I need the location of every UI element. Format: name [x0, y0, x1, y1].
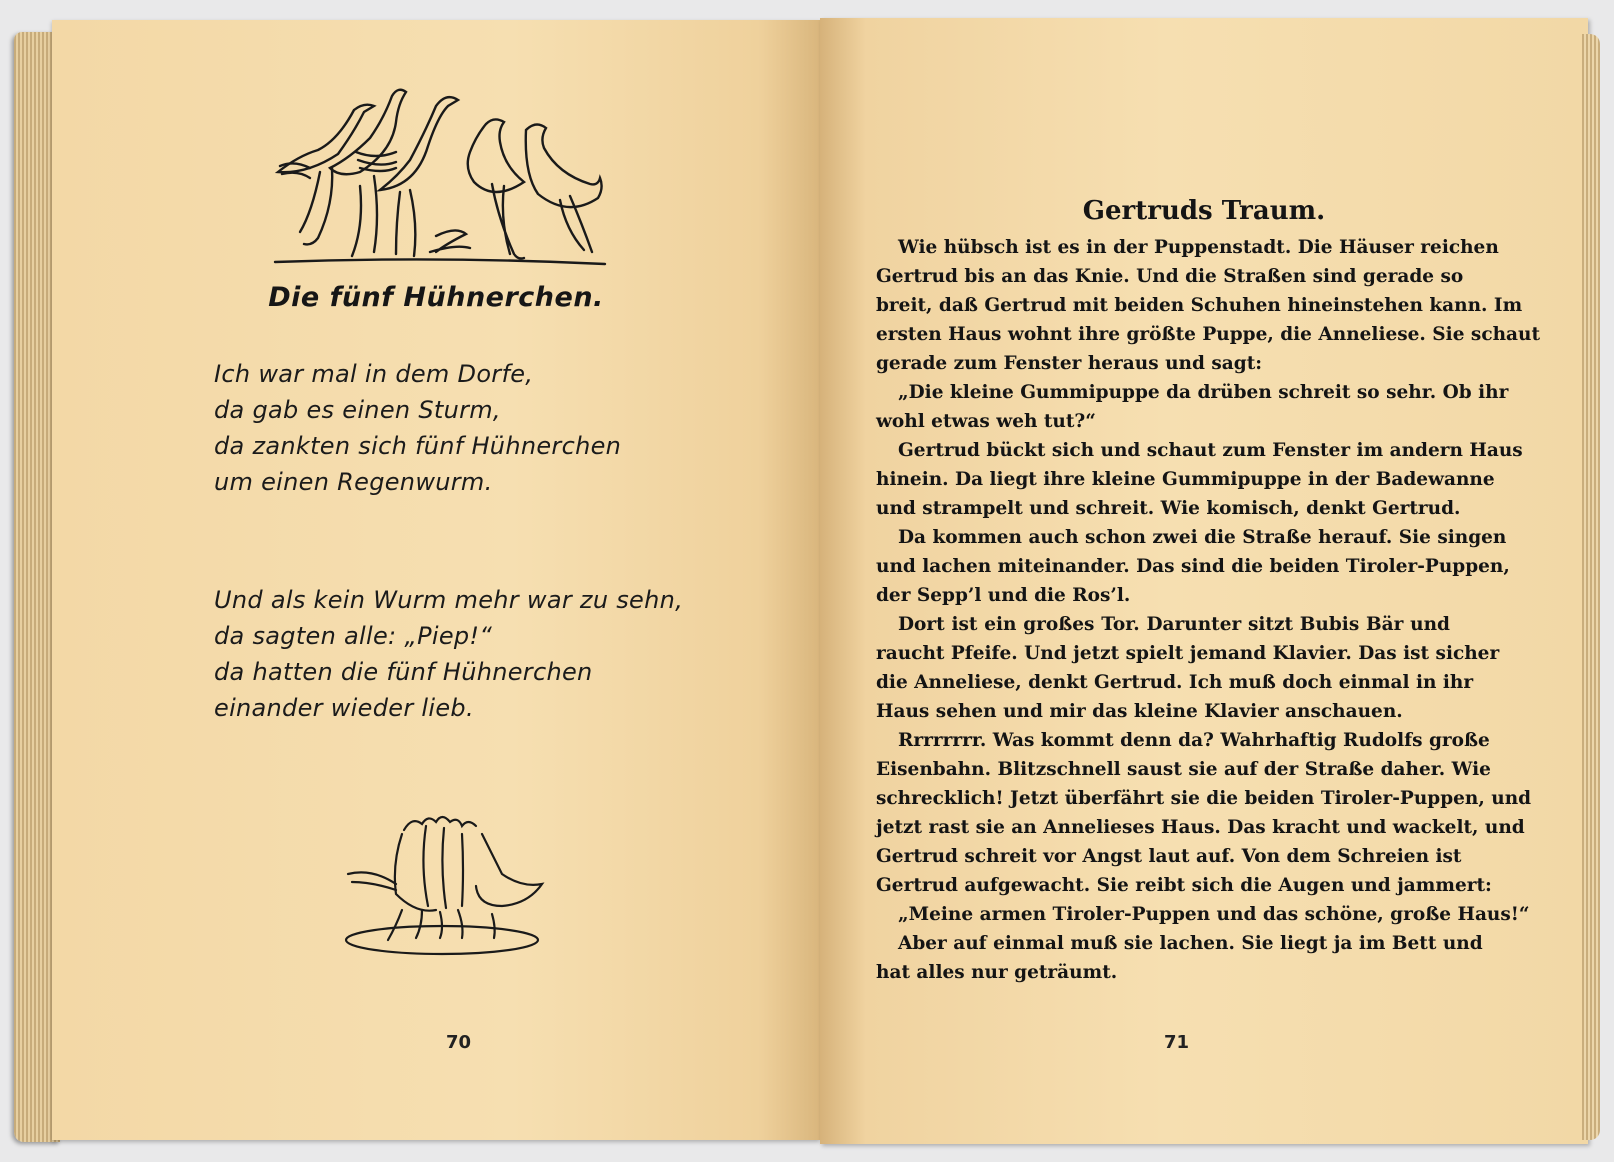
- story-line: „Die kleine Gummipuppe da drüben schreit so sehr. Ob ihr: [898, 382, 1509, 403]
- story-line: hat alles nur geträumt.: [876, 962, 1118, 983]
- poem-line: Und als kein Wurm mehr war zu sehn,: [214, 586, 684, 614]
- huddled-chickens-illustration: [342, 790, 552, 960]
- dancing-chickens-illustration: [260, 76, 620, 276]
- poem-title: Die fünf Hühnerchen.: [268, 282, 604, 313]
- story-line: Wie hübsch ist es in der Puppenstadt. Die Häuser reichen: [898, 237, 1499, 258]
- story-line: Gertrud bis an das Knie. Und die Straßen sind gerade so: [876, 266, 1464, 287]
- story-line: breit, daß Gertrud mit beiden Schuhen hineinstehen kann. Im: [876, 295, 1523, 316]
- story-line: gerade zum Fenster heraus und sagt:: [876, 353, 1263, 374]
- book-page-edges-right: [1582, 34, 1600, 1140]
- story-line: ersten Haus wohnt ihre größte Puppe, die Anneliese. Sie schaut: [876, 324, 1541, 345]
- poem-line: da hatten die fünf Hühnerchen: [214, 658, 593, 686]
- story-line: „Meine armen Tiroler-Puppen und das schöne, große Haus!“: [898, 904, 1530, 925]
- poem-line: Ich war mal in dem Dorfe,: [214, 360, 534, 388]
- story-line: und lachen miteinander. Das sind die beiden Tiroler-Puppen,: [876, 556, 1510, 577]
- poem-line: um einen Regenwurm.: [214, 468, 493, 496]
- page-number-left: 70: [446, 1032, 472, 1053]
- story-line: Dort ist ein großes Tor. Darunter sitzt Bubis Bär und: [898, 614, 1450, 635]
- story-line: wohl etwas weh tut?“: [876, 411, 1096, 432]
- story-line: schrecklich! Jetzt überfährt sie die beiden Tiroler-Puppen, und: [876, 788, 1532, 809]
- story-line: raucht Pfeife. Und jetzt spielt jemand Klavier. Das ist sicher: [876, 643, 1500, 664]
- story-line: Rrrrrrrr. Was kommt denn da? Wahrhaftig Rudolfs große: [898, 730, 1490, 751]
- right-page: [820, 18, 1588, 1144]
- story-line: die Anneliese, denkt Gertrud. Ich muß doch einmal in ihr: [876, 672, 1474, 693]
- poem-line: da sagten alle: „Piep!“: [214, 622, 493, 650]
- poem-line: einander wieder lieb.: [214, 694, 474, 722]
- story-line: Haus sehen und mir das kleine Klavier anschauen.: [876, 701, 1403, 722]
- page-number-right: 71: [1164, 1032, 1190, 1053]
- story-line: Gertrud schreit vor Angst laut auf. Von dem Schreien ist: [876, 846, 1462, 867]
- story-line: Aber auf einmal muß sie lachen. Sie liegt ja im Bett und: [898, 933, 1483, 954]
- story-line: der Sepp’l und die Ros’l.: [876, 585, 1131, 606]
- story-line: Da kommen auch schon zwei die Straße herauf. Sie singen: [898, 527, 1507, 548]
- story-line: Gertrud bückt sich und schaut zum Fenster im andern Haus: [898, 440, 1523, 461]
- story-line: hinein. Da liegt ihre kleine Gummipuppe in der Badewanne: [876, 469, 1495, 490]
- story-line: Eisenbahn. Blitzschnell saust sie auf der Straße daher. Wie: [876, 759, 1491, 780]
- open-book: [14, 18, 1604, 1148]
- poem-line: da gab es einen Sturm,: [214, 396, 501, 424]
- story-line: jetzt rast sie an Annelieses Haus. Das kracht und wackelt, und: [876, 817, 1525, 838]
- story-line: Gertrud aufgewacht. Sie reibt sich die Augen und jammert:: [876, 875, 1492, 896]
- story-line: und strampelt und schreit. Wie komisch, denkt Gertrud.: [876, 498, 1461, 519]
- story-title: Gertruds Traum.: [1082, 196, 1326, 226]
- poem-line: da zankten sich fünf Hühnerchen: [214, 432, 622, 460]
- left-page: [52, 20, 820, 1140]
